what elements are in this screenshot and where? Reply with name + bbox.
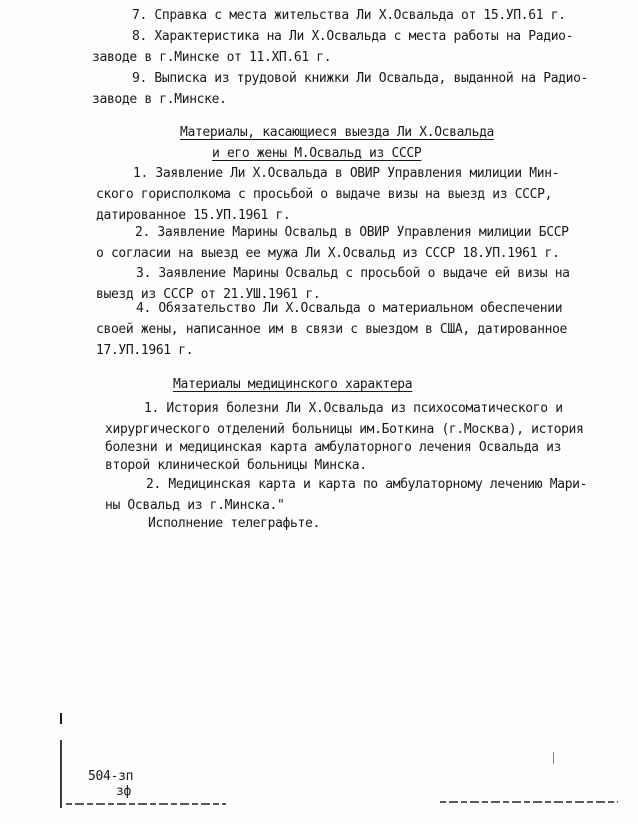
left-edge-mark <box>60 740 62 808</box>
departure-item-1-line-1: 1. Заявление Ли Х.Освальда в ОВИР Управления милиции Мин- <box>133 166 560 181</box>
departure-item-3-line-2: выезд из СССР от 21.УШ.1961 г. <box>96 287 321 302</box>
item-9-line-1: 9. Выписка из трудовой книжки Ли Освальда, выданной на Радио- <box>132 71 589 86</box>
bottom-rule-right <box>440 801 618 803</box>
item-9-line-2: заводе в г.Минске. <box>92 92 227 107</box>
departure-item-4-line-1: 4. Обязательство Ли Х.Освальда о материальном обеспечении <box>136 301 563 316</box>
medical-item-1-line-1: 1. История болезни Ли Х.Освальда из психосоматического и <box>144 401 563 416</box>
closing-instruction: Исполнение телеграфьте. <box>148 516 320 531</box>
departure-item-4-line-2: своей жены, написанное им в связи с выездом в США, датированное <box>96 322 568 337</box>
item-8-line-1: 8. Характеристика на Ли Х.Освальда с места работы на Радио- <box>132 29 574 44</box>
medical-item-2-line-2: ны Освальд из г.Минска." <box>105 498 285 513</box>
departure-item-1-line-3: датированное 15.УП.1961 г. <box>96 208 291 223</box>
medical-item-1-line-4: второй клинической больницы Минска. <box>105 458 367 473</box>
medical-item-1-line-2: хирургического отделений больницы им.Боткина (г.Москва), история <box>105 422 584 437</box>
medical-item-1-line-3: болезни и медицинская карта амбулаторного лечения Освальда из <box>105 440 562 455</box>
item-7-line-1: 7. Справка с места жительства Ли Х.Освальда от 15.УП.61 г. <box>132 8 566 23</box>
section-heading-departure-line-1: Материалы, касающиеся выезда Ли Х.Освальда <box>180 125 495 140</box>
footer-code-line-2: зф <box>116 784 132 799</box>
departure-item-2-line-1: 2. Заявление Марины Освальд в ОВИР Управления милиции БССР <box>135 225 569 240</box>
departure-item-3-line-1: 3. Заявление Марины Освальд с просьбой о выдаче ей визы на <box>136 266 570 281</box>
departure-item-4-line-3: 17.УП.1961 г. <box>96 343 194 358</box>
footer-code-line-1: 504-зп <box>88 769 134 784</box>
item-8-line-2: заводе в г.Минске от 11.ХП.61 г. <box>92 50 332 65</box>
departure-item-2-line-2: о согласии на выезд ее мужа Ли Х.Освальд из СССР 18.УП.1961 г. <box>96 246 560 261</box>
medical-item-2-line-1: 2. Медицинская карта и карта по амбулаторному лечению Мари- <box>146 477 588 492</box>
margin-mark <box>60 713 62 724</box>
right-tick-mark <box>553 752 554 764</box>
section-heading-medical: Материалы медицинского характера <box>173 377 413 392</box>
bottom-rule-left <box>66 803 226 805</box>
departure-item-1-line-2: ского горисполкома с просьбой о выдаче визы на выезд из СССР, <box>96 187 553 202</box>
section-heading-departure-line-2: и его жены М.Освальд из СССР <box>212 146 422 161</box>
